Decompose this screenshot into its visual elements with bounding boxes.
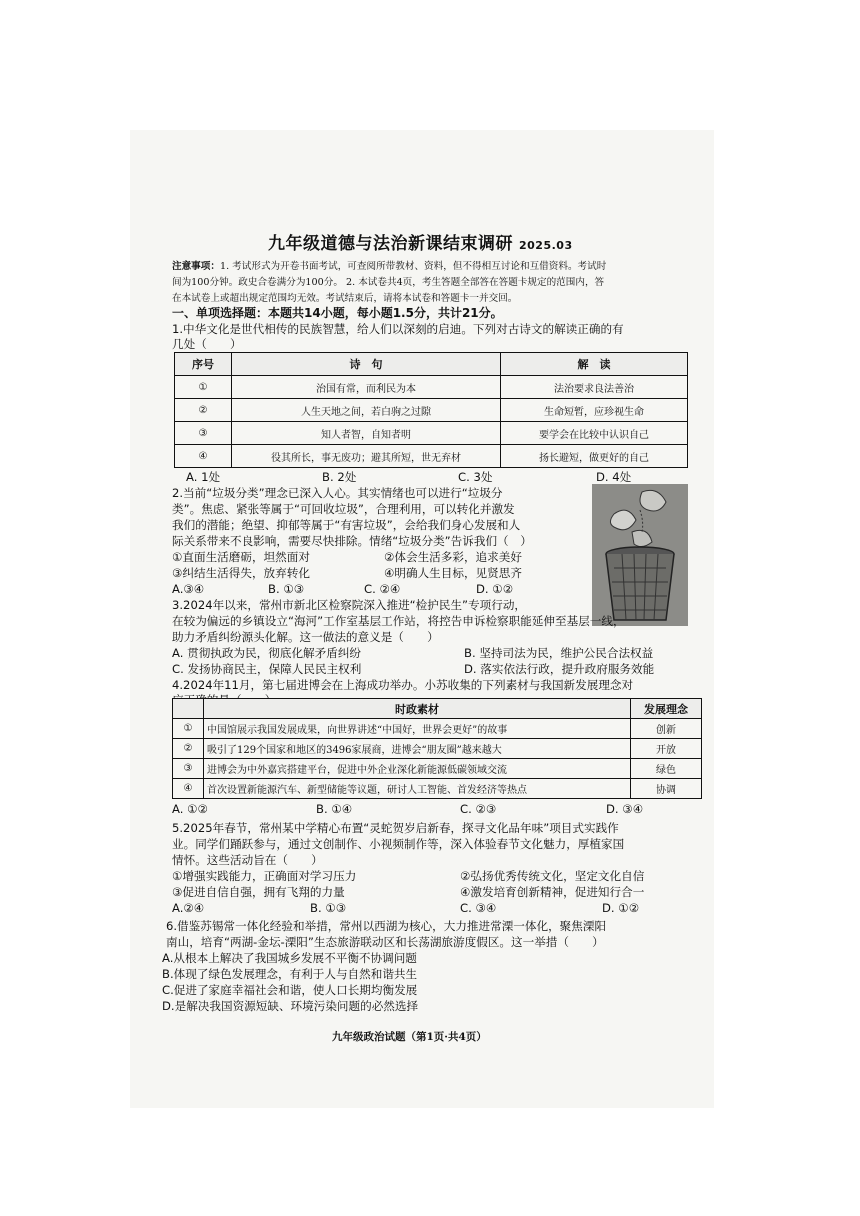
q5-stem-line-1: 5.2025年春节，常州某中学精心布置“灵蛇贺岁启新春，探寻文化品年味”项目式实践作	[172, 821, 619, 835]
q2-stem-line-4: 际关系带来不良影响，需要尽快排除。情绪“垃圾分类”告诉我们（ ）	[172, 534, 532, 548]
q1-poem-table	[174, 352, 688, 468]
q2-option-c: C. ②④	[364, 582, 401, 596]
q6-option-d: D.是解决我国资源短缺、环境污染问题的必然选择	[162, 999, 419, 1013]
q4-option-a: A. ①②	[172, 802, 208, 816]
notice-line-2: 间为100分钟。政史合卷满分为100分。 2. 本试卷共4页，考生答题全部答在答题卡规定的范围内，答	[172, 277, 605, 288]
q4-option-b: B. ①④	[316, 802, 353, 816]
q3-stem-line-1: 3.2024年以来，常州市新北区检察院深入推进“检护民生”专项行动，	[172, 598, 527, 612]
q1-stem-line-1: 1.中华文化是世代相传的民族智慧，给人们以深刻的启迪。下列对古诗文的解读正确的有	[172, 322, 624, 336]
q4-row4-no: ④	[173, 779, 204, 799]
q4-row2-material: 吸引了129个国家和地区的3496家展商，进博会“朋友圈”越来越大	[204, 739, 631, 759]
q4-row3-idea: 绿色	[631, 759, 702, 779]
q3-stem-line-3: 助力矛盾纠纷源头化解。这一做法的意义是（ ）	[172, 630, 439, 644]
table-row	[173, 739, 702, 759]
q2-option-a: A.③④	[172, 582, 205, 596]
q5-statement-2: ②弘扬优秀传统文化，坚定文化自信	[460, 869, 645, 883]
q5-statement-4: ④激发培育创新精神，促进知行合一	[460, 885, 645, 899]
q2-statement-1: ①直面生活磨砺，坦然面对	[172, 550, 310, 564]
q1-row3-poem: 知人者智，自知者明	[232, 422, 501, 445]
q2-stem-line-2: 类”。焦虑、紧张等属于“可回收垃圾”，合理利用，可以转化并激发	[172, 502, 515, 516]
q1-option-d: D. 4处	[596, 470, 632, 484]
notice-text-1: 1. 考试形式为开卷书面考试，可查阅所带教材、资料，但不得相互讨论和互借资料。考试时	[219, 261, 607, 272]
notice-label: 注意事项：	[172, 261, 220, 272]
q1-row2-poem: 人生天地之间，若白驹之过隙	[232, 399, 501, 422]
table-row	[175, 422, 688, 445]
table-row	[173, 759, 702, 779]
q1-header-poem: 诗 句	[232, 353, 501, 376]
q6-option-a: A.从根本上解决了我国城乡发展不平衡不协调问题	[162, 951, 417, 965]
q1-row1-poem: 治国有常，而利民为本	[232, 376, 501, 399]
q2-stem-line-1: 2.当前“垃圾分类”理念已深入人心。其实情绪也可以进行“垃圾分	[172, 486, 503, 500]
q5-statement-3: ③促进自信自强，拥有飞翔的力量	[172, 885, 345, 899]
q4-row1-idea: 创新	[631, 719, 702, 739]
q1-row4-no: ④	[175, 445, 232, 468]
q6-option-b: B.体现了绿色发展理念，有利于人与自然和谐共生	[162, 967, 418, 981]
page-footer: 九年级政治试题（第1页·共4页）	[332, 1031, 487, 1043]
q5-stem-line-3: 情怀。这些活动旨在（ ）	[172, 853, 323, 867]
q3-option-d: D. 落实依法行政，提升政府服务效能	[464, 662, 655, 676]
q3-option-c: C. 发扬协商民主，保障人民民主权利	[172, 662, 362, 676]
q4-header-no	[173, 699, 204, 719]
q4-row3-material: 进博会为中外嘉宾搭建平台，促进中外企业深化新能源低碳领域交流	[204, 759, 631, 779]
q1-option-b: B. 2处	[322, 470, 357, 484]
q4-row1-no: ①	[173, 719, 204, 739]
q1-row2-no: ②	[175, 399, 232, 422]
q1-header-no: 序号	[175, 353, 232, 376]
q4-material-table	[172, 698, 702, 799]
table-row	[173, 719, 702, 739]
table-row	[175, 376, 688, 399]
q3-option-a: A. 贯彻执政为民，彻底化解矛盾纠纷	[172, 646, 362, 660]
q6-stem-line-1: 6.借鉴苏锡常一体化经验和举措，常州以西湖为核心，大力推进常溧一体化，聚焦溧阳	[166, 919, 607, 933]
q6-option-c: C.促进了家庭幸福社会和谐，使人口长期均衡发展	[162, 983, 418, 997]
q6-stem-line-2: 南山，培育“两湖-金坛-溧阳”生态旅游联动区和长荡湖旅游度假区。这一举措（ ）	[166, 935, 604, 949]
table-row	[175, 399, 688, 422]
exam-date: 2025.03	[519, 239, 573, 252]
q2-option-d: D. ①②	[476, 582, 514, 596]
q4-row4-idea: 协调	[631, 779, 702, 799]
q1-header-reading: 解 读	[501, 353, 688, 376]
q2-statement-3: ③纠结生活得失，放弃转化	[172, 566, 310, 580]
notice-line-1	[172, 259, 606, 274]
q4-stem-line-1: 4.2024年11月，第七届进博会在上海成功举办。小苏收集的下列素材与我国新发展理念对	[172, 678, 634, 692]
q1-row1-no: ①	[175, 376, 232, 399]
q4-header-idea: 发展理念	[631, 699, 702, 719]
exam-title	[268, 229, 573, 254]
q5-option-b: B. ①③	[310, 901, 347, 915]
q4-row4-material: 首次设置新能源汽车、新型储能等议题，研讨人工智能、首发经济等热点	[204, 779, 631, 799]
q4-row2-no: ②	[173, 739, 204, 759]
q1-row4-reading: 扬长避短，做更好的自己	[501, 445, 688, 468]
q4-row3-no: ③	[173, 759, 204, 779]
q2-stem-line-3: 我们的潜能；绝望、抑郁等属于“有害垃圾”，会给我们身心发展和人	[172, 518, 521, 532]
q5-option-d: D. ①②	[602, 901, 640, 915]
exam-title-text: 九年级道德与法治新课结束调研	[268, 234, 513, 254]
q1-row4-poem: 役其所长，事无废功；避其所短，世无弃材	[232, 445, 501, 468]
table-row	[173, 779, 702, 799]
q1-row3-reading: 要学会在比较中认识自己	[501, 422, 688, 445]
q2-statement-2: ②体会生活多彩，追求美好	[384, 550, 522, 564]
q5-stem-line-2: 业。同学们踊跃参与，通过文创制作、小视频制作等，深入体验春节文化魅力，厚植家国	[172, 837, 625, 851]
q3-stem-line-2: 在较为偏远的乡镇设立“海河”工作室基层工作站，将控告申诉检察职能延伸至基层一线，	[172, 614, 625, 628]
trash-bin-illustration	[592, 484, 688, 626]
q1-option-a: A. 1处	[186, 470, 221, 484]
q4-header-material: 时政素材	[204, 699, 631, 719]
q4-row2-idea: 开放	[631, 739, 702, 759]
q5-statement-1: ①增强实践能力，正确面对学习压力	[172, 869, 357, 883]
q3-option-b: B. 坚持司法为民，维护公民合法权益	[464, 646, 654, 660]
q4-row1-material: 中国馆展示我国发展成果，向世界讲述“中国好，世界会更好”的故事	[204, 719, 631, 739]
q1-row3-no: ③	[175, 422, 232, 445]
q1-option-c: C. 3处	[458, 470, 493, 484]
notice-line-3: 在本试卷上或超出规定范围均无效。考试结束后，请将本试卷和答题卡一并交回。	[172, 293, 518, 304]
q1-stem-line-2: 几处（ ）	[172, 337, 242, 351]
section-heading: 一、单项选择题：本题共14小题，每小题1.5分，共计21分。	[172, 306, 503, 320]
q2-statement-4: ④明确人生目标，见贤思齐	[384, 566, 522, 580]
trash-bin-icon	[592, 484, 688, 626]
q5-option-c: C. ③④	[460, 901, 497, 915]
q1-row2-reading: 生命短暂，应珍视生命	[501, 399, 688, 422]
table-row	[175, 445, 688, 468]
q5-option-a: A.②④	[172, 901, 205, 915]
q2-option-b: B. ①③	[268, 582, 305, 596]
q4-option-d: D. ③④	[606, 802, 644, 816]
q4-option-c: C. ②③	[460, 802, 497, 816]
q1-row1-reading: 法治要求良法善治	[501, 376, 688, 399]
